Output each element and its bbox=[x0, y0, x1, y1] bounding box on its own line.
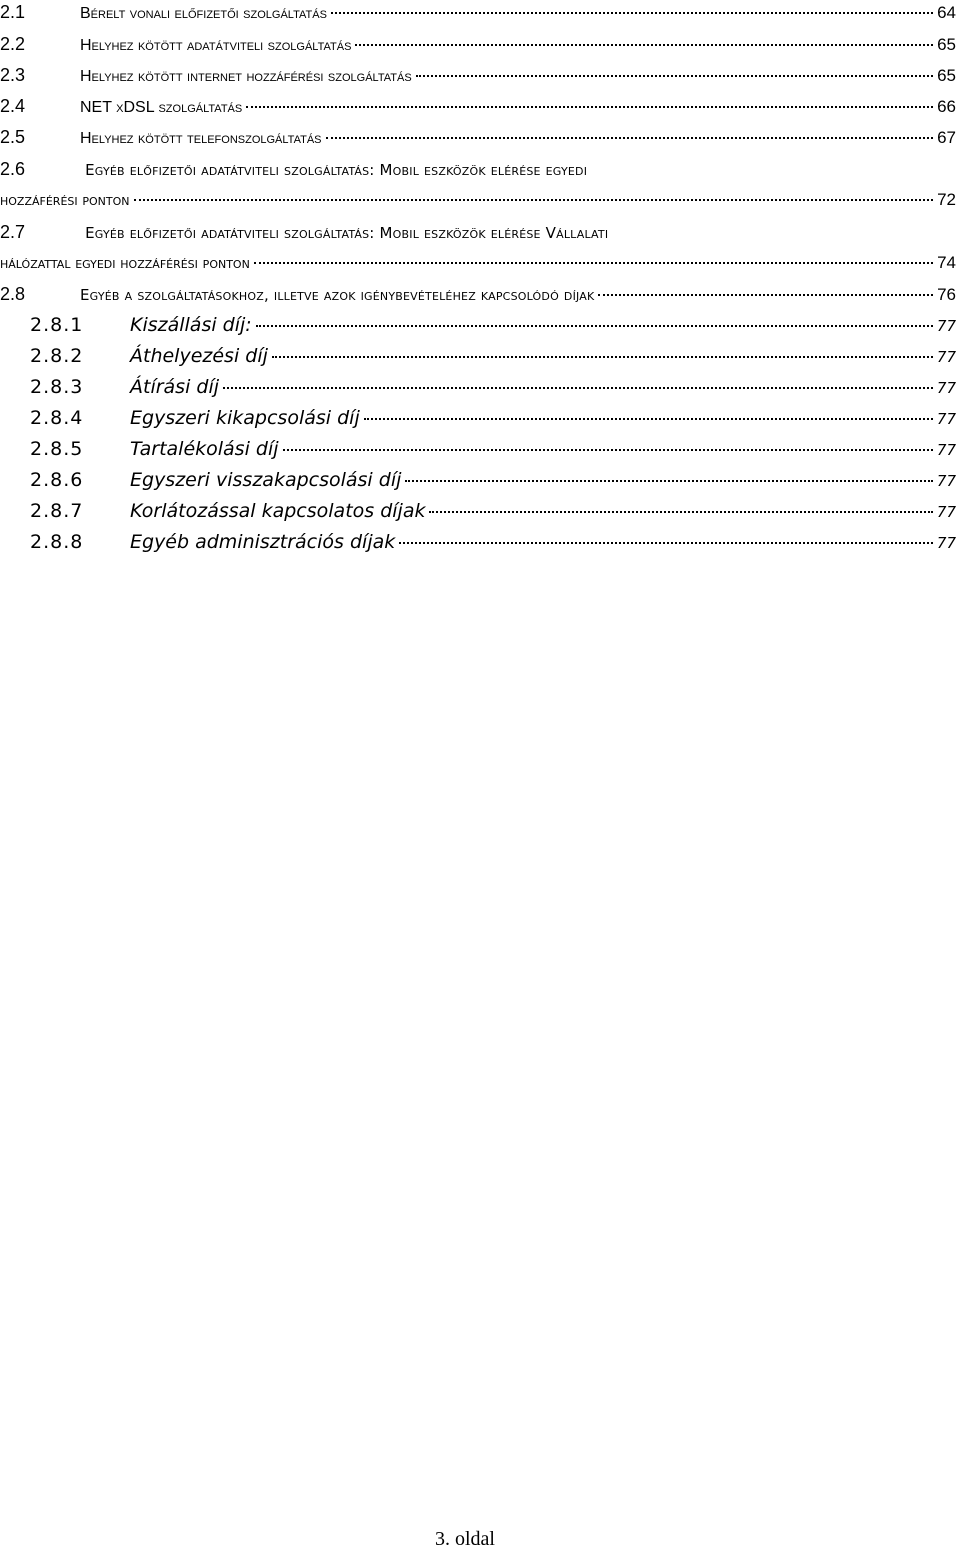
toc-entry-title: Egyéb előfizetői adatátviteli szolgáltatás: Mobil eszközök elérése egyedi bbox=[85, 161, 588, 179]
toc-entry-page: 66 bbox=[937, 97, 956, 116]
page-number-footer: 3. oldal bbox=[435, 1528, 495, 1550]
toc-entry-title: Egyéb előfizetői adatátviteli szolgáltatás: Mobil eszközök elérése Vállalati bbox=[85, 224, 609, 242]
toc-subentry[interactable] bbox=[0, 376, 956, 398]
toc-subentry-page: 77 bbox=[936, 379, 956, 397]
dot-leader bbox=[254, 262, 933, 264]
dot-leader bbox=[429, 511, 932, 513]
toc-entry-title: Helyhez kötött adatátviteli szolgáltatás bbox=[80, 37, 352, 54]
toc-subentry[interactable] bbox=[0, 407, 956, 429]
toc-entry-title: Egyéb a szolgáltatásokhoz, illetve azok igénybevételéhez kapcsolódó díjak bbox=[80, 286, 595, 304]
toc-subentry-title: Egyéb adminisztrációs díjak bbox=[130, 531, 396, 553]
toc-subentry[interactable] bbox=[0, 438, 956, 460]
toc-subentry-title: Átírási díj bbox=[130, 376, 220, 398]
toc-entry-title: Bérelt vonali előfizetői szolgáltatás bbox=[80, 5, 327, 22]
toc-entry-page: 65 bbox=[937, 66, 956, 85]
dot-leader bbox=[283, 449, 933, 451]
toc-entry-number: 2.4 bbox=[0, 96, 26, 116]
toc-entry[interactable] bbox=[0, 127, 956, 148]
toc-subentry-page: 77 bbox=[936, 472, 956, 490]
toc-entry-continuation[interactable] bbox=[0, 253, 956, 273]
toc-subentry-number: 2.8.3 bbox=[30, 376, 84, 398]
toc-subentry-number: 2.8.1 bbox=[30, 314, 84, 336]
toc-entry-number: 2.6 bbox=[0, 159, 26, 179]
toc-subentry-page: 77 bbox=[936, 348, 956, 366]
toc-entry[interactable] bbox=[0, 96, 956, 117]
toc-subentry-title: Korlátozással kapcsolatos díjak bbox=[130, 500, 426, 522]
toc-entry-page: 64 bbox=[937, 3, 956, 22]
toc-subentry[interactable] bbox=[0, 314, 956, 336]
toc-subentry[interactable] bbox=[0, 469, 956, 491]
toc-subentry-page: 77 bbox=[936, 534, 956, 552]
toc-entry[interactable] bbox=[0, 2, 956, 23]
toc-entry[interactable] bbox=[0, 284, 956, 305]
toc-subentry[interactable] bbox=[0, 531, 956, 553]
toc-subentry-title: Kiszállási díj: bbox=[130, 314, 252, 336]
toc-entry-number: 2.8 bbox=[0, 284, 26, 304]
toc-entry-title-continued: hozzáférési ponton bbox=[0, 191, 130, 209]
toc-subentry-number: 2.8.2 bbox=[30, 345, 84, 367]
toc-subentry-number: 2.8.5 bbox=[30, 438, 84, 460]
dot-leader bbox=[598, 294, 933, 296]
toc-entry-page: 74 bbox=[937, 253, 956, 272]
dot-leader bbox=[272, 356, 933, 358]
toc-subentry-number: 2.8.8 bbox=[30, 531, 84, 553]
toc-entry-page: 65 bbox=[937, 35, 956, 54]
dot-leader bbox=[134, 199, 934, 201]
toc-entry-title: Helyhez kötött internet hozzáférési szolgáltatás bbox=[80, 68, 412, 85]
toc-entry-number: 2.7 bbox=[0, 222, 26, 242]
toc-entry-number: 2.1 bbox=[0, 2, 26, 22]
toc-entry-number: 2.2 bbox=[0, 34, 26, 54]
toc-subentry-number: 2.8.4 bbox=[30, 407, 84, 429]
toc-subentry-page: 77 bbox=[936, 317, 956, 335]
dot-leader bbox=[246, 106, 933, 108]
toc-entry-page: 72 bbox=[937, 190, 956, 209]
dot-leader bbox=[416, 75, 933, 77]
toc-entry-first-line[interactable] bbox=[0, 159, 587, 180]
toc-subentry-title: Egyszeri visszakapcsolási díj bbox=[130, 469, 402, 491]
toc-subentry-number: 2.8.6 bbox=[30, 469, 84, 491]
toc-entry-title: Helyhez kötött telefonszolgáltatás bbox=[80, 130, 322, 147]
dot-leader bbox=[331, 12, 933, 14]
toc-entry-page: 67 bbox=[937, 128, 956, 147]
toc-entry-number: 2.5 bbox=[0, 127, 26, 147]
toc-subentry-page: 77 bbox=[936, 503, 956, 521]
toc-entry-first-line[interactable] bbox=[0, 222, 608, 243]
toc-subentry[interactable] bbox=[0, 500, 956, 522]
dot-leader bbox=[355, 44, 933, 46]
toc-entry-number: 2.3 bbox=[0, 65, 26, 85]
toc-entry[interactable] bbox=[0, 65, 956, 86]
dot-leader bbox=[405, 480, 933, 482]
toc-subentry-title: Áthelyezési díj bbox=[130, 345, 268, 367]
dot-leader bbox=[326, 137, 934, 139]
toc-subentry-title: Egyszeri kikapcsolási díj bbox=[130, 407, 360, 429]
toc-subentry-number: 2.8.7 bbox=[30, 500, 84, 522]
dot-leader bbox=[364, 418, 933, 420]
toc-subentry[interactable] bbox=[0, 345, 956, 367]
toc-entry-title: NET xDSL szolgáltatás bbox=[80, 99, 243, 116]
toc-entry-page: 76 bbox=[937, 285, 956, 304]
dot-leader bbox=[223, 387, 933, 389]
dot-leader bbox=[256, 325, 933, 327]
dot-leader bbox=[399, 542, 933, 544]
toc-subentry-title: Tartalékolási díj bbox=[130, 438, 279, 460]
toc-subentry-page: 77 bbox=[936, 410, 956, 428]
toc-entry-title-continued: hálózattal egyedi hozzáférési ponton bbox=[0, 254, 250, 272]
toc-entry[interactable] bbox=[0, 34, 956, 55]
toc-entry-continuation[interactable] bbox=[0, 190, 956, 210]
toc-subentry-page: 77 bbox=[936, 441, 956, 459]
